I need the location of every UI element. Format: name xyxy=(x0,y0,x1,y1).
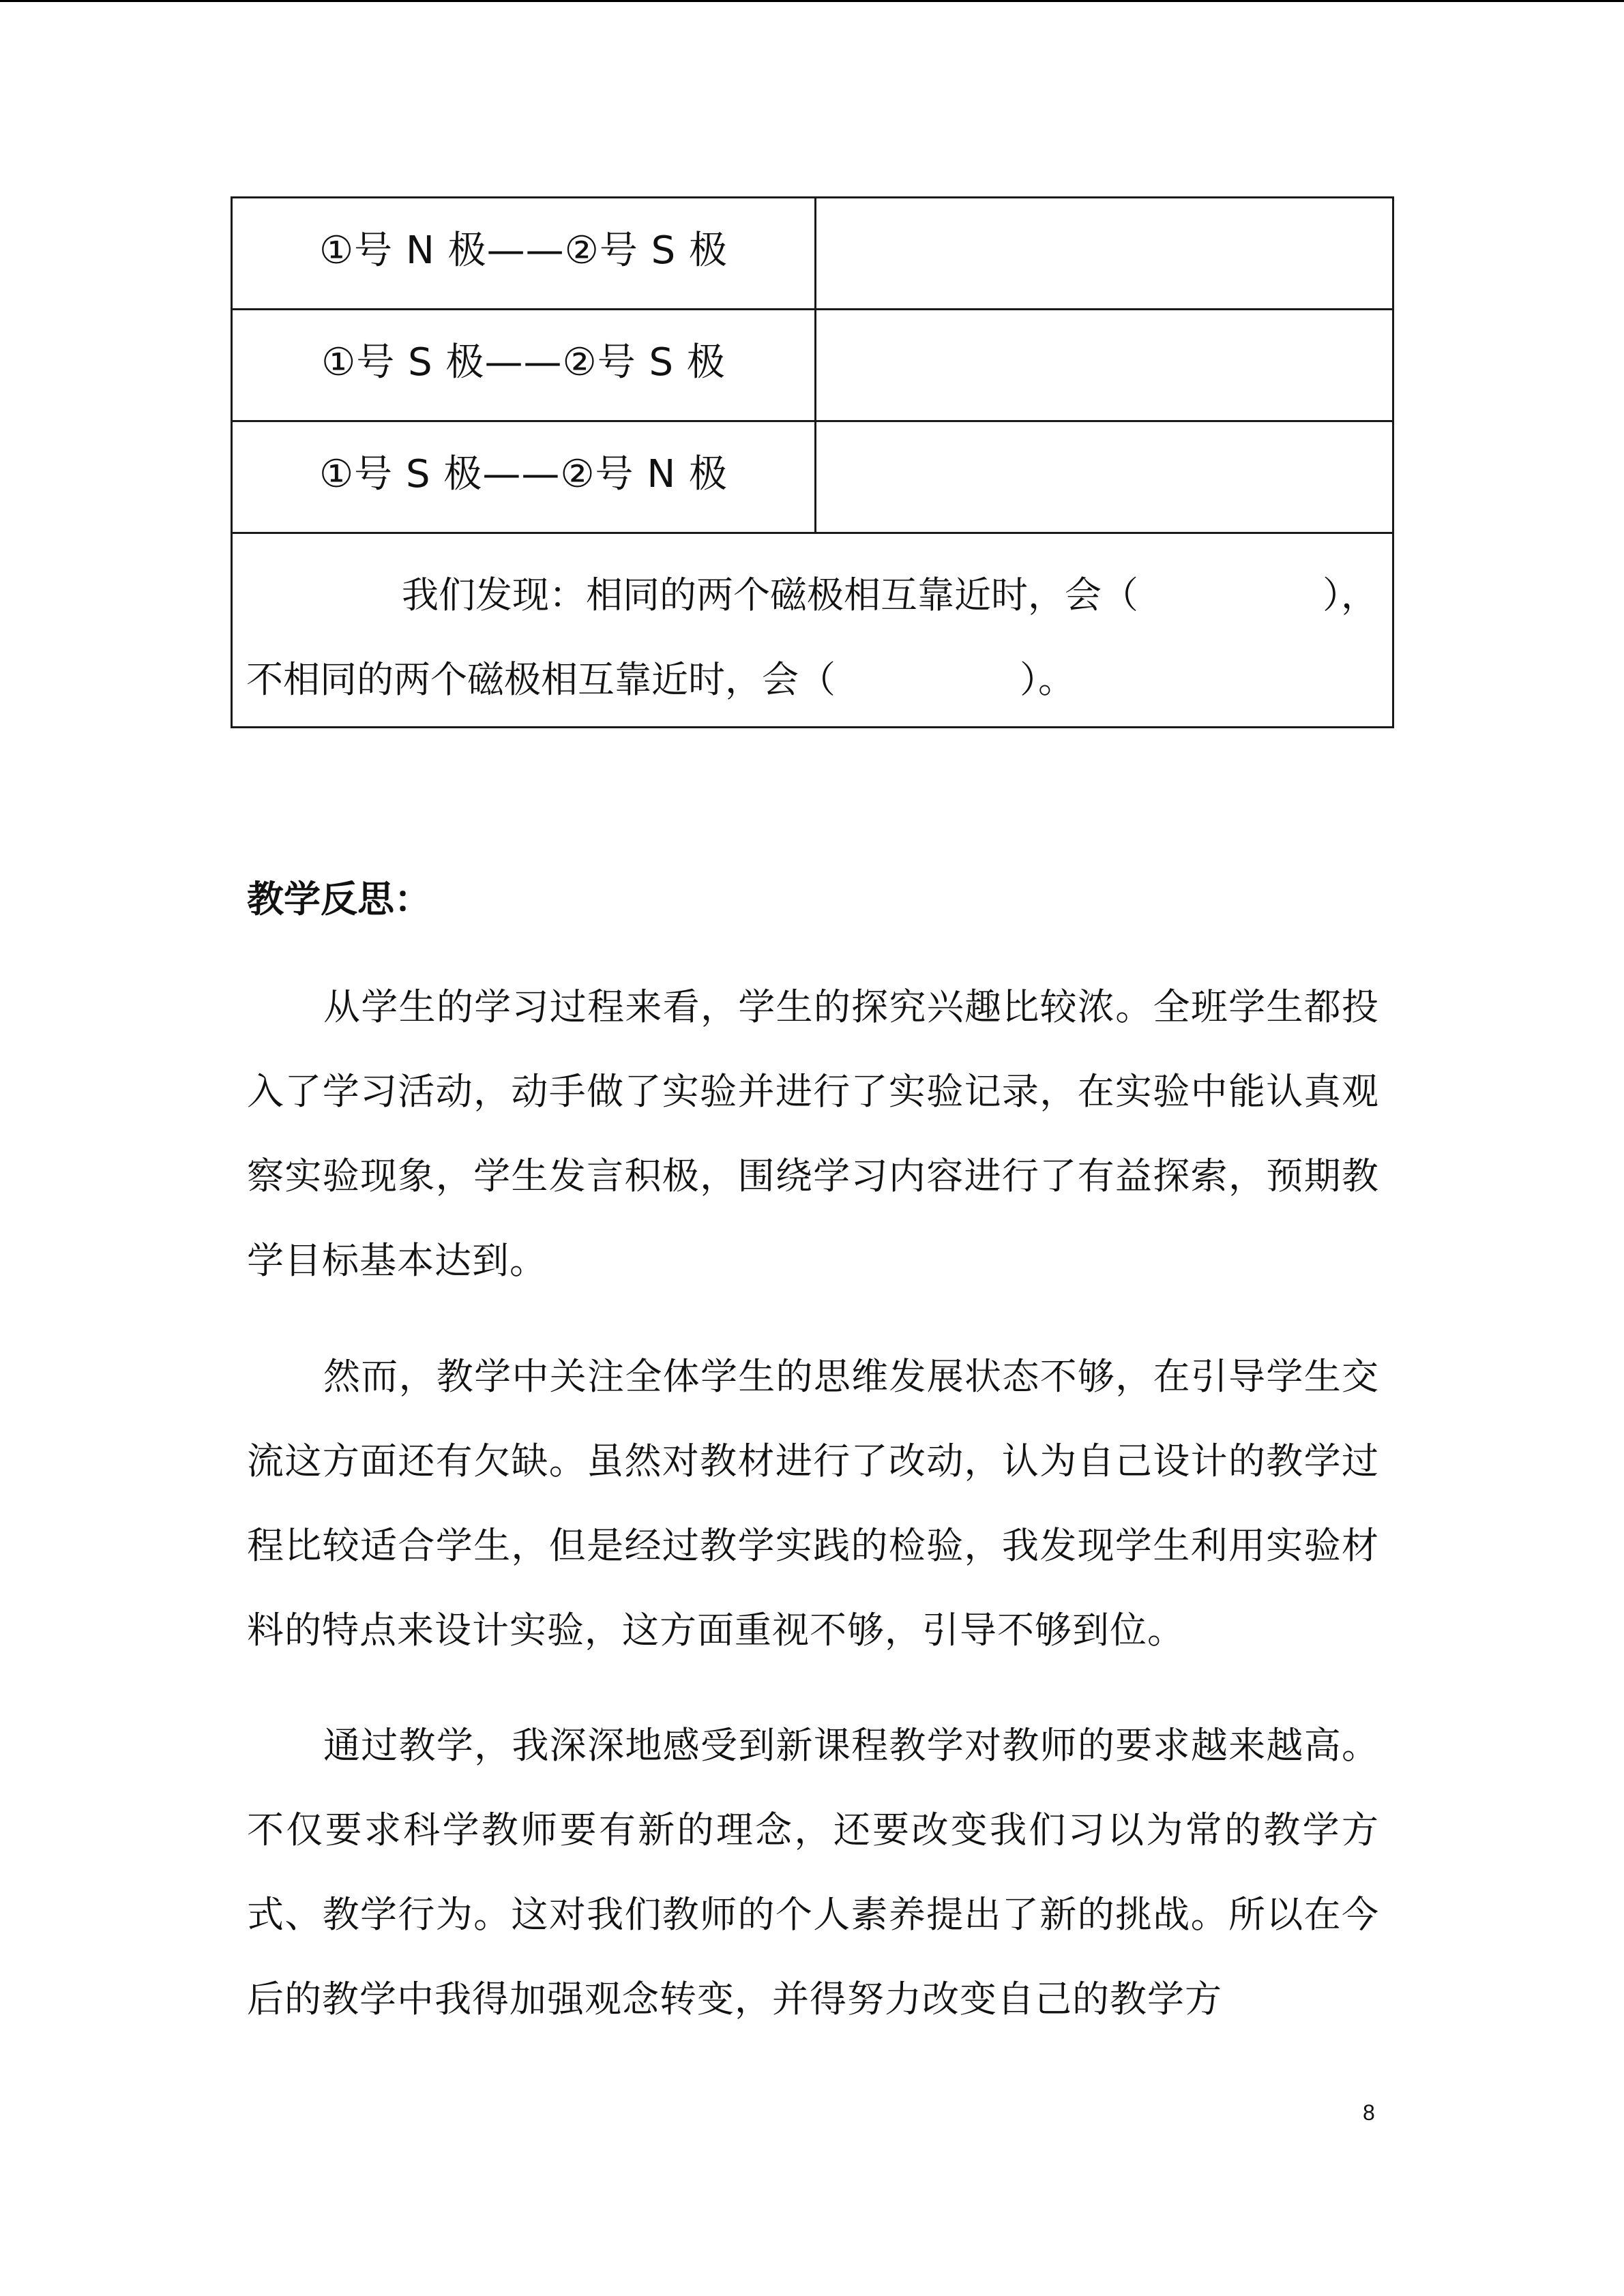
pole-pair-label: ①号 N 极——②号 S 极 xyxy=(319,228,728,273)
result-cell xyxy=(816,198,1393,310)
page-number: 8 xyxy=(1363,2100,1375,2125)
table-row xyxy=(232,421,1393,533)
pole-pair-label: ①号 S 极——②号 S 极 xyxy=(321,340,726,385)
pole-pair-cell xyxy=(232,310,816,421)
result-value xyxy=(816,198,1392,220)
reflection-heading: 教学反思： xyxy=(247,877,431,921)
result-value xyxy=(816,422,1392,444)
magnet-experiment-table xyxy=(231,196,1394,728)
result-value xyxy=(816,310,1392,332)
reflection-paragraph-2: 然而，教学中关注全体学生的思维发展状态不够，在引导学生交流这方面还有欠缺。虽然对教材进行了改动，认为自己设计的教学过程比较适合学生，但是经过教学实践的检验，我发现学生利用实验材料的特点来设计实验，这方面重视不够，引导不够到位。 xyxy=(247,1355,1379,1652)
pole-pair-cell xyxy=(232,421,816,533)
reflection-paragraph-3: 通过教学，我深深地感受到新课程教学对教师的要求越来越高。 不仅要求科学教师要有新的理念，还要改变我们习以为常的教学方式、教学行为。这对我们教师的个人素养提出了新的挑战。所以在今后的教学中我得加强观念转变，并得努力改变自己的教学方 xyxy=(247,1724,1379,2021)
pole-pair-label: ①号 S 极——②号 N 极 xyxy=(319,452,728,496)
conclusion-line-2: 不相同的两个磁极相互靠近时，会（ ）。 xyxy=(246,658,1075,701)
reflection-paragraph-1: 从学生的学习过程来看，学生的探究兴趣比较浓。全班学生都投入了学习活动，动手做了实验并进行了实验记录，在实验中能认真观察实验现象，学生发言积极，围绕学习内容进行了有益探索，预期教学目标基本达到。 xyxy=(247,985,1379,1282)
pole-pair-cell xyxy=(232,198,816,310)
table-row xyxy=(232,198,1393,310)
result-cell xyxy=(816,310,1393,421)
table-row xyxy=(232,310,1393,421)
result-cell xyxy=(816,421,1393,533)
conclusion-row xyxy=(232,533,1393,728)
top-border-line xyxy=(0,0,1624,2)
conclusion-cell xyxy=(232,533,1393,728)
conclusion-line-1: 我们发现：相同的两个磁极相互靠近时，会（ ）， xyxy=(402,573,1378,616)
